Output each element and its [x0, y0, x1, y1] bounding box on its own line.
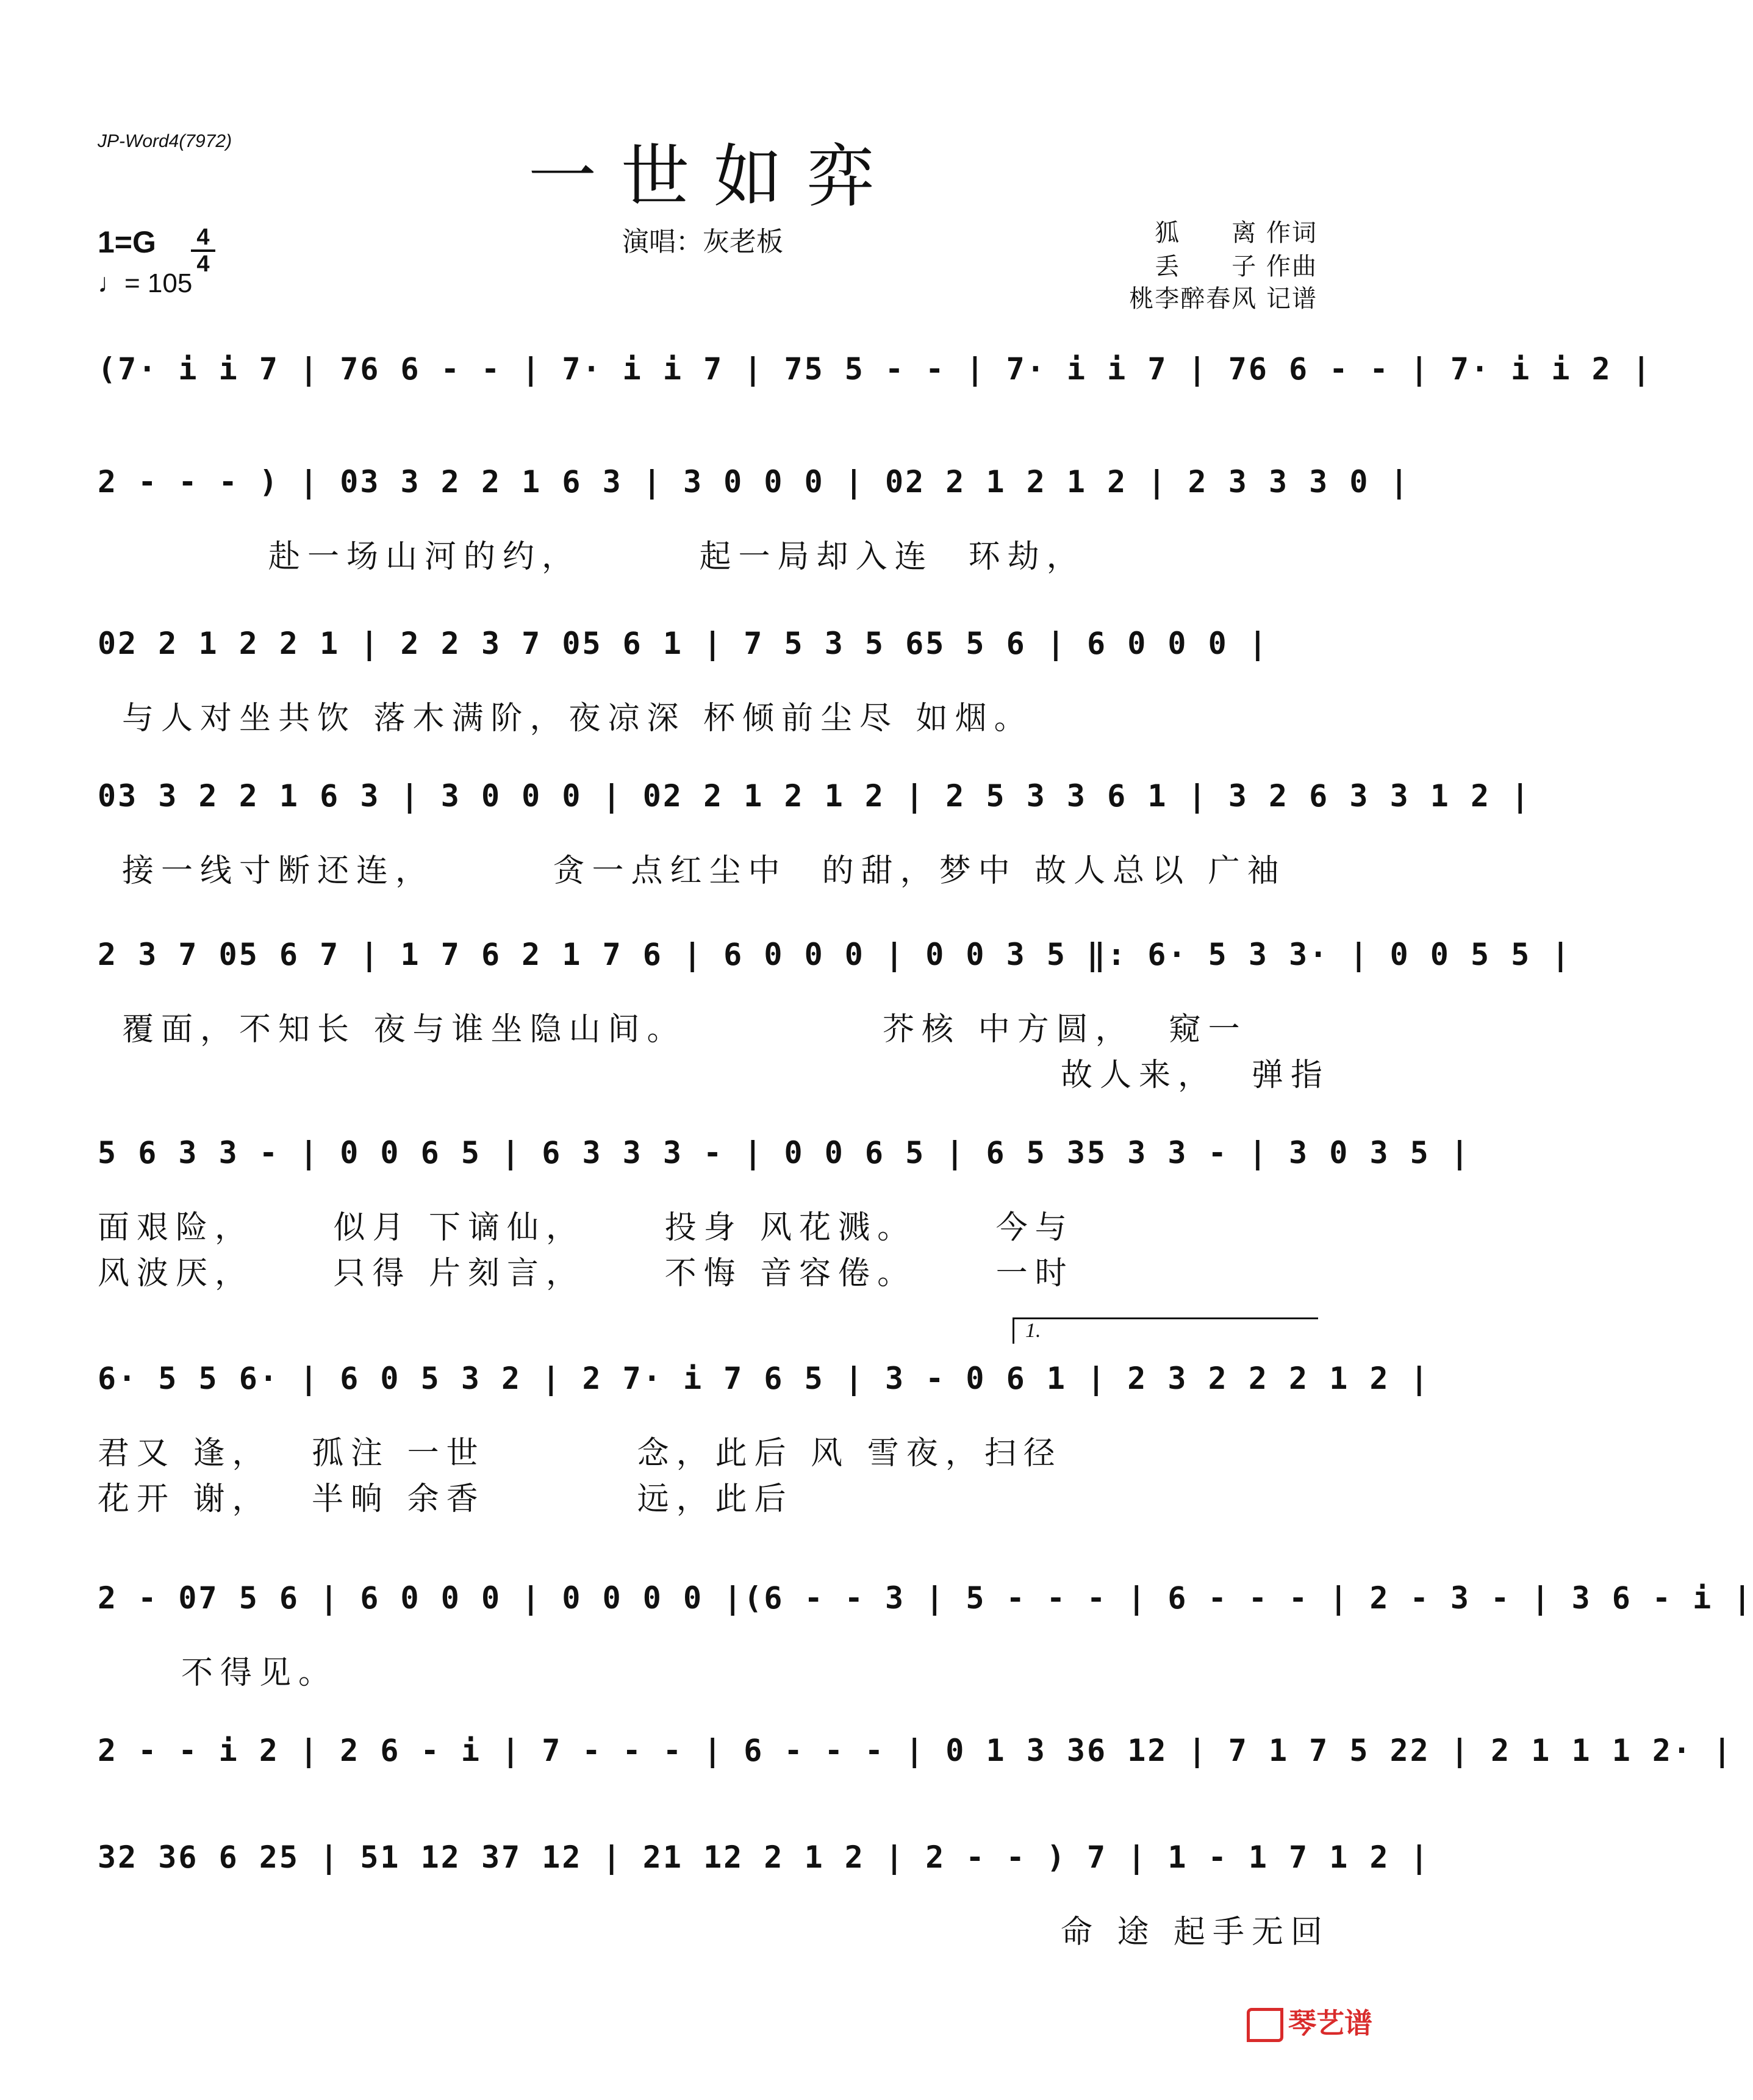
- notation-line: 2 - 07 5 6 | 6 0 0 0 | 0 0 0 0 |(6 - - 3 | 5 - - - | 6 - - - | 2 - 3 - | 3 6 - i |: [98, 1580, 1753, 1616]
- notation-line: 03 3 2 2 1 6 3 | 3 0 0 0 | 02 2 1 2 1 2 | 2 5 3 3 6 1 | 3 2 6 3 3 1 2 |: [98, 778, 1532, 814]
- notation-line: 5 6 3 3 - | 0 0 6 5 | 6 3 3 3 - | 0 0 6 5 | 6 5 35 3 3 - | 3 0 3 5 |: [98, 1135, 1471, 1170]
- volta-bracket: 1.: [1013, 1317, 1318, 1344]
- time-sig-bottom: 4: [196, 251, 210, 277]
- song-title: 一世如弈: [528, 137, 899, 217]
- notation-line: 2 - - - ) | 03 3 2 2 1 6 3 | 3 0 0 0 | 02 2 1 2 1 2 | 2 3 3 3 0 |: [98, 464, 1410, 500]
- key-signature: 1=G: [98, 225, 156, 259]
- lyric-line-verse-2: 花开 谢， 半晌 余香 远，此后: [98, 1481, 794, 1518]
- lyric-line: 接一线寸断还连， 贪一点红尘中 的甜，梦中 故人总以 广袖: [122, 853, 1286, 889]
- site-logo: [1247, 2001, 1372, 2043]
- notation-line: 6· 5 5 6· | 6 0 5 3 2 | 2 7· i 7 6 5 | 3 - 0 6 1 | 2 3 2 2 2 1 2 |: [98, 1361, 1430, 1396]
- logo-text: 琴艺谱: [1288, 2006, 1372, 2040]
- lyric-line: 不得见。: [146, 1655, 338, 1691]
- transcriber-credit: 桃李醉春风 记谱: [1129, 285, 1317, 313]
- lyric-line: 面艰险， 似月 下谪仙， 投身 风花溅。 今与: [98, 1209, 1074, 1246]
- time-signature: [191, 226, 215, 276]
- lyric-line: 命 途 起手无回: [1060, 1914, 1330, 1951]
- time-sig-top: 4: [196, 224, 210, 250]
- notation-line: 02 2 1 2 2 1 | 2 2 3 7 05 6 1 | 7 5 3 5 65 5 6 | 6 0 0 0 |: [98, 626, 1269, 661]
- lyric-line: 赴一场山河的约， 起一局却入连 环劫，: [268, 539, 1086, 575]
- composer-credit: 丢 子 作曲: [1155, 253, 1317, 281]
- notation-line: (7· i i 7 | 76 6 - - | 7· i i 7 | 75 5 - - | 7· i i 7 | 76 6 - - | 7· i i 2 |: [98, 351, 1652, 387]
- notation-line: 2 - - i 2 | 2 6 - i | 7 - - - | 6 - - - | 0 1 3 36 12 | 7 1 7 5 22 | 2 1 1 1 2· |: [98, 1733, 1733, 1768]
- lyric-line-verse-2: 风波厌， 只得 片刻言， 不悔 音容倦。 一时: [98, 1255, 1074, 1292]
- lyric-line: 君又 逢， 孤注 一世 念，此后 风 雪夜，扫径: [98, 1435, 1063, 1472]
- lyric-line: 与人对坐共饮 落木满阶，夜凉深 杯倾前尘尽 如烟。: [122, 700, 1033, 737]
- logo-icon: [1247, 2008, 1283, 2042]
- notation-line: 2 3 7 05 6 7 | 1 7 6 2 1 7 6 | 6 0 0 0 | 0 0 3 5 ‖: 6· 5 3 3· | 0 0 5 5 |: [98, 937, 1572, 972]
- tempo-marking: ♩= 105: [98, 268, 193, 298]
- lyric-line: 覆面，不知长 夜与谁坐隐山间。 芥核 中方圆， 窥一: [122, 1011, 1247, 1048]
- lyricist-credit: 狐 离 作词: [1155, 219, 1317, 247]
- notation-line: 32 36 6 25 | 51 12 37 12 | 21 12 2 1 2 | 2 - - ) 7 | 1 - 1 7 1 2 |: [98, 1840, 1430, 1875]
- singer-credit: 演唱：灰老板: [622, 226, 783, 257]
- lyric-line-verse-2: 故人来， 弹指: [1060, 1057, 1330, 1094]
- software-label: JP-Word4(7972): [98, 131, 232, 151]
